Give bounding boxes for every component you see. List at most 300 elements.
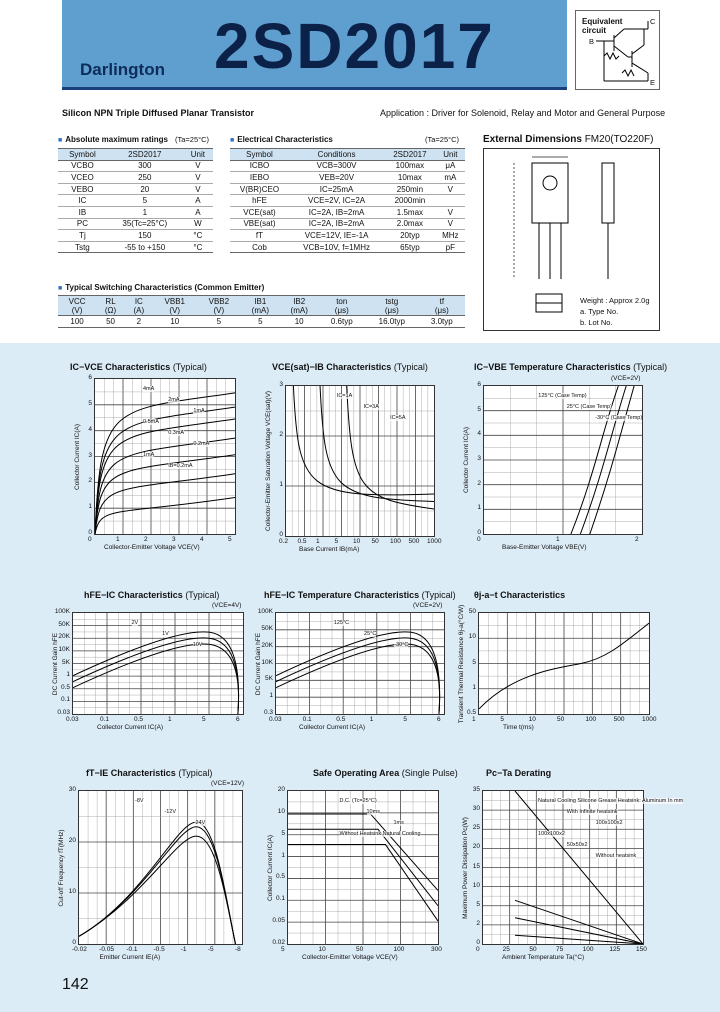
y-tick-label: 5 bbox=[88, 399, 92, 407]
cell: V bbox=[183, 160, 213, 172]
x-tick-label: 0.5 bbox=[134, 716, 144, 723]
chart-plot bbox=[72, 612, 244, 715]
y-axis-label: DC Current Gain hFE bbox=[255, 632, 262, 695]
cell: 5 bbox=[107, 195, 183, 207]
cell: W bbox=[183, 218, 213, 230]
chart-plot bbox=[94, 378, 236, 535]
y-tick-label: 0.5 bbox=[275, 873, 285, 881]
table-row bbox=[230, 230, 465, 242]
cell: 1.5max bbox=[384, 206, 435, 218]
part-number: 2SD2017 bbox=[214, 10, 495, 82]
chart-condition: (VCE=12V) bbox=[211, 780, 245, 787]
y-axis-label: Collector-Emitter Saturation Voltage VCE(sat)(V) bbox=[265, 390, 272, 532]
y-axis-label: Collector Current IC(A) bbox=[267, 834, 274, 901]
y-tick-label: 2 bbox=[279, 431, 283, 438]
y-tick-label: 2 bbox=[477, 479, 481, 487]
x-tick-label: 0.03 bbox=[66, 716, 79, 723]
chart-plot bbox=[287, 790, 439, 945]
x-tick-label: 6 bbox=[437, 716, 441, 723]
cell: 100max bbox=[384, 160, 435, 172]
cell: 65typ bbox=[384, 241, 435, 253]
col-header: VBB1 (V) bbox=[153, 296, 197, 316]
cell: V bbox=[183, 172, 213, 184]
x-tick-label: 1 bbox=[556, 536, 560, 543]
series-line bbox=[95, 438, 235, 534]
switching-table bbox=[58, 295, 465, 328]
y-tick-label: 0.1 bbox=[60, 696, 70, 704]
chart-condition: (VCE=2V) bbox=[611, 375, 641, 382]
cell: μA bbox=[436, 160, 465, 172]
cell: V bbox=[436, 183, 465, 195]
curve-label: -30°C bbox=[394, 642, 409, 648]
cell: fT bbox=[230, 230, 289, 242]
cell: 250 bbox=[107, 172, 183, 184]
x-axis-label: Collector-Emitter Voltage VCE(V) bbox=[302, 954, 398, 961]
y-axis-label: Cut-off Frequency fT(MHz) bbox=[58, 828, 65, 907]
y-tick-label: 5K bbox=[62, 658, 70, 666]
y-tick-label: 35 bbox=[472, 786, 480, 793]
cell: A bbox=[183, 206, 213, 218]
chart-plot bbox=[483, 385, 643, 535]
y-axis-label: Maximum Power Dissipation Pc(W) bbox=[462, 816, 469, 919]
x-tick-label: 2 bbox=[635, 536, 639, 543]
col-header: VBB2 (V) bbox=[197, 296, 241, 316]
cell: 10max bbox=[384, 172, 435, 184]
cell: IB bbox=[58, 206, 107, 218]
y-tick-label: 0.3 bbox=[263, 709, 273, 716]
x-tick-label: -1 bbox=[180, 946, 187, 953]
cell: 5 bbox=[241, 316, 280, 328]
y-tick-label: 0.02 bbox=[272, 939, 285, 946]
x-axis-label: Collector Current IC(A) bbox=[299, 724, 366, 731]
weight: Weight : Approx 2.0g bbox=[580, 296, 650, 305]
chart-svg bbox=[479, 613, 649, 714]
cell: 16.0typ bbox=[365, 316, 419, 328]
y-axis-label: Transient Thermal Resistance θj-a(°C/W) bbox=[458, 604, 465, 723]
cell: °C bbox=[183, 241, 213, 253]
col-header: RL (Ω) bbox=[96, 296, 125, 316]
cell: MHz bbox=[436, 230, 465, 242]
y-tick-label: 30 bbox=[68, 786, 76, 793]
curve-label: 25°C (Case Temp) bbox=[566, 404, 612, 410]
y-tick-label: 15 bbox=[472, 862, 480, 870]
x-tick-label: -0.5 bbox=[153, 946, 165, 953]
y-tick-label: 10 bbox=[68, 888, 76, 895]
y-tick-label: 50 bbox=[468, 608, 476, 615]
x-tick-label: 50 bbox=[356, 946, 364, 953]
table-row bbox=[230, 195, 465, 207]
chart-svg bbox=[286, 386, 434, 536]
y-tick-label: 1 bbox=[477, 504, 481, 512]
elec-title: ■ Electrical Characteristics bbox=[230, 135, 333, 144]
series-line bbox=[95, 497, 235, 534]
switching-title: ■ Typical Switching Characteristics (Common Emitter) bbox=[58, 283, 265, 292]
curve-label: Without heatsink bbox=[595, 853, 637, 859]
col-header: ton (μs) bbox=[319, 296, 365, 316]
table-row bbox=[58, 206, 213, 218]
table-row bbox=[58, 160, 213, 172]
cell: Tstg bbox=[58, 241, 107, 253]
y-tick-label: 0.1 bbox=[275, 895, 285, 903]
y-tick-label: 0 bbox=[88, 529, 92, 536]
y-tick-label: 0.05 bbox=[272, 917, 285, 925]
chart-title: θj-a−t Characteristics bbox=[474, 590, 566, 600]
x-tick-label: 10 bbox=[353, 538, 361, 545]
chart-svg bbox=[79, 791, 242, 944]
curve-label: 0.5mA bbox=[143, 419, 159, 425]
abs-max-cond: (Ta=25°C) bbox=[175, 135, 210, 144]
x-tick-label: 150 bbox=[636, 946, 647, 953]
y-tick-label: 4 bbox=[477, 430, 481, 438]
x-tick-label: 100 bbox=[582, 946, 594, 953]
y-tick-label: 10 bbox=[472, 881, 480, 889]
x-tick-label: 0.1 bbox=[100, 716, 110, 723]
x-axis-label: Base Current IB(mA) bbox=[299, 546, 360, 553]
curve-label: 50x50x2 bbox=[566, 842, 588, 848]
cell: 1 bbox=[107, 206, 183, 218]
y-tick-label: 0 bbox=[477, 529, 481, 536]
x-tick-label: 6 bbox=[236, 716, 240, 723]
curve-label: IB=0.2mA bbox=[168, 463, 193, 469]
x-tick-label: -0.05 bbox=[99, 946, 114, 953]
y-tick-label: 3 bbox=[477, 455, 481, 462]
x-tick-label: 50 bbox=[371, 538, 379, 545]
elec-table bbox=[230, 148, 465, 253]
chart-svg bbox=[288, 791, 438, 944]
abs-max-title: ■ Absolute maximum ratings bbox=[58, 135, 168, 144]
abs-max-table bbox=[58, 148, 213, 253]
table-row bbox=[58, 218, 213, 230]
x-tick-label: 1 bbox=[168, 716, 172, 723]
col-header: Conditions bbox=[289, 149, 384, 161]
elec-cond: (Ta=25°C) bbox=[425, 135, 460, 144]
col-header: 2SD2017 bbox=[107, 149, 183, 161]
cell: 50 bbox=[96, 316, 125, 328]
table-row bbox=[230, 206, 465, 218]
cell: IC=25mA bbox=[289, 183, 384, 195]
cell: 10 bbox=[153, 316, 197, 328]
cell: °C bbox=[183, 230, 213, 242]
curve-label: Natural Cooling Silicone Grease Heatsink: Aluminum In mm bbox=[538, 798, 684, 804]
y-tick-label: 3 bbox=[88, 451, 92, 459]
y-tick-label: 5 bbox=[476, 900, 480, 908]
chart-title: VCE(sat)−IB Characteristics (Typical) bbox=[272, 362, 428, 372]
cell: VEB=20V bbox=[289, 172, 384, 184]
curve-label: 125°C bbox=[333, 620, 350, 626]
x-tick-label: 100 bbox=[393, 946, 405, 953]
y-tick-label: 0 bbox=[279, 531, 283, 538]
y-tick-label: 1 bbox=[472, 683, 476, 691]
curve-label: 1mA bbox=[143, 452, 155, 458]
curve-label: 100x100x2 bbox=[538, 831, 565, 837]
table-row bbox=[230, 172, 465, 184]
table-row bbox=[230, 241, 465, 253]
cell: 2000min bbox=[384, 195, 435, 207]
chart-title: hFE−IC Temperature Characteristics (Typical) bbox=[264, 590, 456, 600]
series-line bbox=[95, 455, 235, 534]
x-tick-label: 75 bbox=[556, 946, 564, 953]
col-header: IC (A) bbox=[125, 296, 153, 316]
cell: VEBO bbox=[58, 183, 107, 195]
x-axis-label: Time t(ms) bbox=[503, 724, 534, 731]
page-number: 142 bbox=[62, 976, 89, 993]
chart-condition: (VCE=4V) bbox=[212, 602, 242, 609]
y-tick-label: 20K bbox=[261, 641, 273, 649]
curve-label: 0.3mA bbox=[168, 430, 185, 436]
y-tick-label: 6 bbox=[88, 374, 92, 381]
cell: 3.0typ bbox=[419, 316, 465, 328]
x-axis-label: Collector-Emitter Voltage VCE(V) bbox=[104, 544, 200, 551]
y-axis-label: Collector Current IC(A) bbox=[74, 423, 81, 490]
x-tick-label: 0 bbox=[477, 536, 481, 543]
curve-label: 100x100x2 bbox=[595, 820, 623, 826]
cell: IC=2A, IB=2mA bbox=[289, 218, 384, 230]
x-tick-label: 25 bbox=[502, 946, 510, 953]
curve-label: 1V bbox=[162, 631, 169, 637]
cell: VCB=300V bbox=[289, 160, 384, 172]
y-tick-label: 2 bbox=[88, 477, 92, 485]
y-tick-label: 1 bbox=[269, 692, 273, 700]
cell: 250min bbox=[384, 183, 435, 195]
x-tick-label: 0 bbox=[476, 946, 480, 953]
y-tick-label: 20K bbox=[58, 633, 70, 641]
x-tick-label: 1000 bbox=[642, 716, 657, 723]
y-tick-label: 0.03 bbox=[57, 709, 70, 716]
curve-label: IC=1A bbox=[336, 393, 353, 399]
cell: 20typ bbox=[384, 230, 435, 242]
table-row bbox=[58, 230, 213, 242]
chart-title: Pc−Ta Derating bbox=[486, 768, 552, 778]
x-tick-label: 1 bbox=[316, 538, 320, 545]
cell: VCB=10V, f=1MHz bbox=[289, 241, 384, 253]
x-tick-label: -0.1 bbox=[126, 946, 138, 953]
cell: 20 bbox=[107, 183, 183, 195]
x-tick-label: -8 bbox=[235, 946, 241, 953]
y-tick-label: 0.5 bbox=[60, 683, 70, 691]
series-line bbox=[73, 644, 239, 714]
cell: 300 bbox=[107, 160, 183, 172]
cell: IEBO bbox=[230, 172, 289, 184]
y-tick-label: 0.5 bbox=[466, 709, 476, 716]
curve-label: 1mA bbox=[193, 408, 205, 414]
x-tick-label: 300 bbox=[431, 946, 442, 953]
y-axis-label: Collector Current IC(A) bbox=[463, 426, 470, 494]
series-name: Darlington bbox=[80, 60, 165, 79]
y-tick-label: 20 bbox=[277, 786, 285, 793]
curve-label: With Infinite heatsink bbox=[566, 809, 618, 815]
y-tick-label: 10 bbox=[277, 807, 285, 815]
cell: 35(Tc=25°C) bbox=[107, 218, 183, 230]
y-tick-label: 1 bbox=[281, 851, 285, 859]
table-row bbox=[58, 241, 213, 253]
chart-svg bbox=[484, 386, 642, 534]
series-line bbox=[95, 407, 235, 534]
cell: VCE(sat) bbox=[230, 206, 289, 218]
y-tick-label: 1 bbox=[88, 503, 92, 511]
col-header: Unit bbox=[436, 149, 465, 161]
cell: 5 bbox=[197, 316, 241, 328]
pin-e: E bbox=[650, 78, 656, 87]
cell: Cob bbox=[230, 241, 289, 253]
x-tick-label: 100 bbox=[585, 716, 597, 723]
y-axis-label: DC Current Gain hFE bbox=[52, 632, 59, 695]
y-tick-label: 5 bbox=[281, 829, 285, 837]
x-tick-label: -5 bbox=[207, 946, 214, 953]
col-header: Unit bbox=[183, 149, 213, 161]
circuit-diagram bbox=[576, 11, 661, 91]
x-tick-label: 1000 bbox=[427, 538, 442, 545]
curve-label: -8V bbox=[135, 798, 144, 804]
cell: -55 to +150 bbox=[107, 241, 183, 253]
cell: VCE=2V, IC=2A bbox=[289, 195, 384, 207]
curve-label: 4mA bbox=[143, 386, 155, 392]
chart-plot bbox=[275, 612, 445, 715]
x-tick-label: 0.2 bbox=[279, 538, 289, 545]
x-tick-label: 0 bbox=[88, 536, 92, 543]
y-tick-label: 2 bbox=[476, 919, 480, 927]
cell: V bbox=[183, 183, 213, 195]
x-tick-label: 500 bbox=[408, 538, 420, 545]
x-tick-label: 100 bbox=[390, 538, 401, 545]
cell: Tj bbox=[58, 230, 107, 242]
curve-label: IC=3A bbox=[363, 404, 379, 410]
cell bbox=[436, 195, 465, 207]
pin-c: C bbox=[650, 17, 656, 26]
y-tick-label: 20 bbox=[472, 843, 480, 851]
x-tick-label: 500 bbox=[613, 716, 625, 723]
chart-plot bbox=[478, 612, 650, 715]
x-tick-label: 5 bbox=[281, 946, 285, 953]
x-tick-label: 1 bbox=[116, 536, 120, 543]
y-tick-label: 20 bbox=[68, 837, 76, 844]
curve-label: 1ms bbox=[393, 820, 404, 826]
curve-label: 125°C (Case Temp) bbox=[538, 393, 587, 399]
y-tick-label: 30 bbox=[472, 805, 480, 813]
x-tick-label: 10 bbox=[318, 946, 326, 953]
y-tick-label: 25 bbox=[472, 824, 480, 832]
y-tick-label: 3 bbox=[279, 381, 283, 388]
x-tick-label: 5 bbox=[500, 716, 504, 723]
type-no: a. Type No. bbox=[580, 307, 619, 316]
chart-svg bbox=[95, 379, 235, 534]
chart-title: IC−VBE Temperature Characteristics (Typical) bbox=[474, 362, 668, 372]
cell: mA bbox=[436, 172, 465, 184]
y-tick-label: 4 bbox=[88, 425, 92, 433]
chart-svg bbox=[276, 613, 444, 714]
cell: V(BR)CEO bbox=[230, 183, 289, 195]
chart-svg bbox=[483, 791, 643, 944]
curve-label: Without Heatsink Natural Cooling bbox=[339, 831, 421, 837]
series-line bbox=[79, 836, 235, 944]
x-axis-label: Emitter Current IE(A) bbox=[99, 954, 161, 961]
curve-label: 2V bbox=[131, 620, 139, 626]
x-tick-label: 5 bbox=[202, 716, 206, 723]
chart-title: hFE−IC Characteristics (Typical) bbox=[84, 590, 220, 600]
cell: 0.6typ bbox=[319, 316, 365, 328]
x-tick-label: 1 bbox=[369, 716, 374, 723]
series-line bbox=[276, 644, 440, 714]
chart-title: fT−IE Characteristics (Typical) bbox=[86, 768, 213, 778]
col-header: Symbol bbox=[230, 149, 289, 161]
x-tick-label: 50 bbox=[557, 716, 565, 723]
chart-condition: (VCE=2V) bbox=[413, 602, 443, 609]
cell: V bbox=[436, 206, 465, 218]
cell: 2 bbox=[125, 316, 153, 328]
y-tick-label: 5K bbox=[265, 675, 273, 683]
curve-label: -24V bbox=[193, 820, 206, 826]
col-header: IB2 (mA) bbox=[280, 296, 319, 316]
cell: pF bbox=[436, 241, 465, 253]
cell: IC bbox=[58, 195, 107, 207]
curve-label: -12V bbox=[164, 809, 176, 815]
series-line bbox=[79, 827, 235, 944]
y-tick-label: 6 bbox=[477, 381, 481, 388]
cell: VCEO bbox=[58, 172, 107, 184]
cell: VCBO bbox=[58, 160, 107, 172]
series-line bbox=[276, 632, 440, 714]
table-row bbox=[230, 183, 465, 195]
cell: VCE=12V, IE=-1A bbox=[289, 230, 384, 242]
dims-title: External Dimensions FM20(TO220F) bbox=[483, 134, 654, 145]
pin-b: B bbox=[589, 37, 595, 46]
y-tick-label: 5 bbox=[472, 658, 476, 666]
cell: VBE(sat) bbox=[230, 218, 289, 230]
y-tick-label: 10K bbox=[58, 645, 70, 653]
y-tick-label: 1 bbox=[66, 671, 70, 679]
col-header: Symbol bbox=[58, 149, 107, 161]
x-tick-label: 0.5 bbox=[336, 716, 346, 723]
chart-title: Safe Operating Area (Single Pulse) bbox=[313, 768, 458, 778]
chart-svg bbox=[73, 613, 243, 714]
equivalent-circuit-box bbox=[575, 10, 660, 90]
chart-plot bbox=[482, 790, 644, 945]
x-tick-label: 5 bbox=[334, 538, 339, 545]
series-line bbox=[95, 474, 235, 534]
cell: A bbox=[183, 195, 213, 207]
cell: 100 bbox=[58, 316, 96, 328]
cell: PC bbox=[58, 218, 107, 230]
x-tick-label: 2 bbox=[144, 536, 148, 543]
table-row bbox=[58, 195, 213, 207]
x-axis-label: Base-Emitter Voltage VBE(V) bbox=[502, 544, 587, 551]
y-tick-label: 10K bbox=[261, 658, 273, 666]
chart-title: IC−VCE Characteristics (Typical) bbox=[70, 362, 207, 372]
curve-label: IC=5A bbox=[390, 415, 406, 421]
x-tick-label: 5 bbox=[228, 536, 232, 543]
y-tick-label: 50K bbox=[261, 624, 273, 632]
series-line bbox=[79, 822, 235, 944]
curve-label: 25°C bbox=[364, 631, 377, 637]
col-header: tstg (μs) bbox=[365, 296, 419, 316]
cell: 2.0max bbox=[384, 218, 435, 230]
cell: ICBO bbox=[230, 160, 289, 172]
table-row bbox=[230, 160, 465, 172]
y-tick-label: 1 bbox=[279, 481, 283, 488]
cell: 10 bbox=[280, 316, 319, 328]
curve-label: 10V bbox=[192, 642, 203, 648]
x-tick-label: 10 bbox=[528, 716, 536, 723]
chart-plot bbox=[285, 385, 435, 537]
col-header: VCC (V) bbox=[58, 296, 96, 316]
application: Application : Driver for Solenoid, Relay and Motor and General Purpose bbox=[380, 108, 666, 118]
chart-plot bbox=[78, 790, 243, 945]
cell: hFE bbox=[230, 195, 289, 207]
x-tick-label: 0.5 bbox=[297, 538, 307, 545]
x-axis-label: Collector Current IC(A) bbox=[97, 724, 164, 731]
dims-box bbox=[483, 148, 660, 331]
x-tick-label: 3 bbox=[172, 536, 176, 543]
curve-label: 10ms bbox=[366, 809, 380, 815]
